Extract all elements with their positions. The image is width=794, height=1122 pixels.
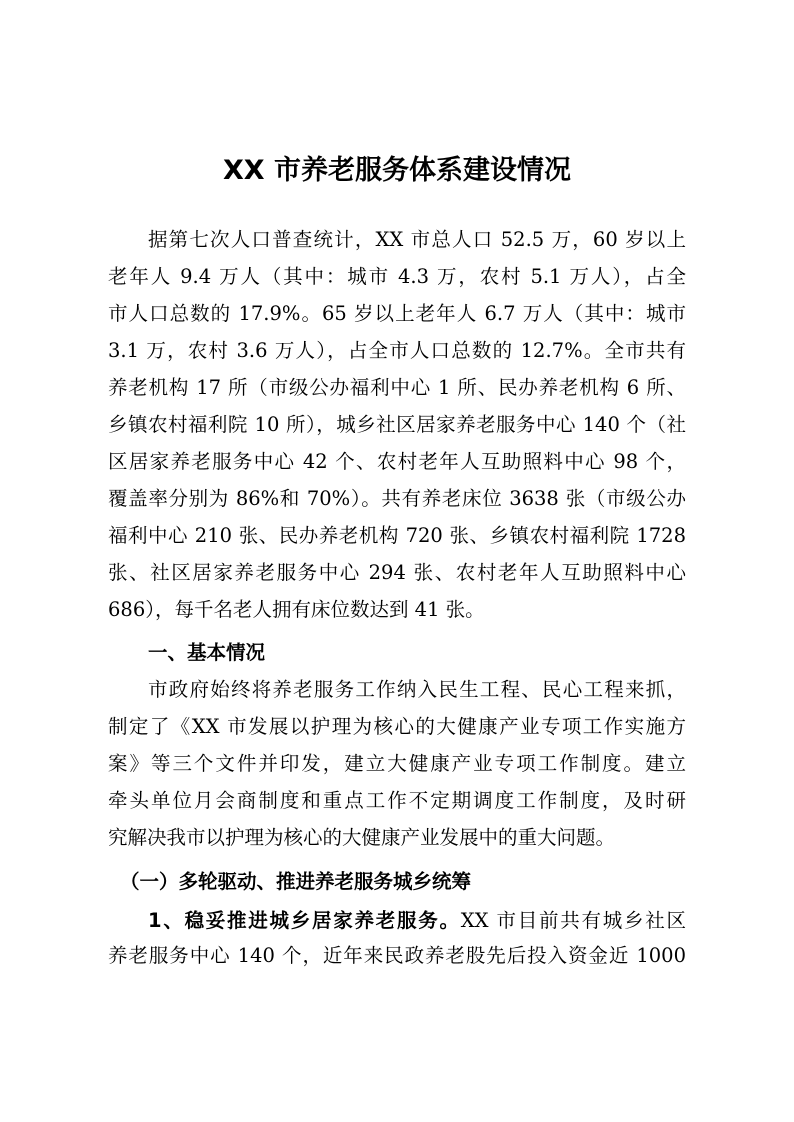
- paragraph-line: 686），每千名老人拥有床位数达到 41 张。: [108, 598, 485, 621]
- paragraph-line: 区居家养老服务中心 42 个、农村老年人互助照料中心 98 个，: [108, 450, 686, 473]
- paragraph-line: 市人口总数的 17.9%。65 岁以上老年人 6.7 万人（其中：城市: [108, 302, 686, 325]
- subsection-heading: （一）多轮驱动、推进养老服务城乡统筹: [120, 870, 472, 893]
- paragraph-line: 3.1 万，农村 3.6 万人），占全市人口总数的 12.7%。全市共有: [108, 339, 686, 362]
- paragraph-line: 覆盖率分别为 86%和 70%）。共有养老床位 3638 张（市级公办: [108, 487, 686, 510]
- paragraph-line: 究解决我市以护理为核心的大健康产业发展中的重大问题。: [108, 826, 616, 849]
- paragraph-lead: 1、稳妥推进城乡居家养老服务。: [148, 909, 461, 932]
- paragraph-line: 乡镇农村福利院 10 所），城乡社区居家养老服务中心 140 个（社: [108, 413, 686, 436]
- paragraph-line: 市政府始终将养老服务工作纳入民生工程、民心工程来抓，: [148, 678, 686, 701]
- paragraph-line: 老年人 9.4 万人（其中：城市 4.3 万，农村 5.1 万人），占全: [108, 265, 686, 288]
- paragraph-line: 据第七次人口普查统计，XX 市总人口 52.5 万，60 岁以上: [148, 228, 686, 251]
- document-title: XX 市养老服务体系建设情况: [222, 155, 572, 186]
- paragraph-text: XX 市目前共有城乡社区: [460, 909, 686, 932]
- paragraph-line: 养老机构 17 所（市级公办福利中心 1 所、民办养老机构 6 所、: [108, 376, 686, 399]
- paragraph-line: 牵头单位月会商制度和重点工作不定期调度工作制度，及时研: [108, 789, 686, 812]
- paragraph-line: 张、社区居家养老服务中心 294 张、农村老年人互助照料中心: [108, 561, 686, 584]
- paragraph-line: 制定了《XX 市发展以护理为核心的大健康产业专项工作实施方: [108, 715, 686, 738]
- paragraph-line: 养老服务中心 140 个，近年来民政养老股先后投入资金近 1000: [108, 944, 686, 967]
- section-heading: 一、基本情况: [148, 641, 266, 664]
- paragraph-line: 案》等三个文件并印发，建立大健康产业专项工作制度。建立: [108, 752, 686, 775]
- paragraph-line: 福利中心 210 张、民办养老机构 720 张、乡镇农村福利院 1728: [108, 524, 686, 547]
- paragraph-line: [148, 908, 686, 934]
